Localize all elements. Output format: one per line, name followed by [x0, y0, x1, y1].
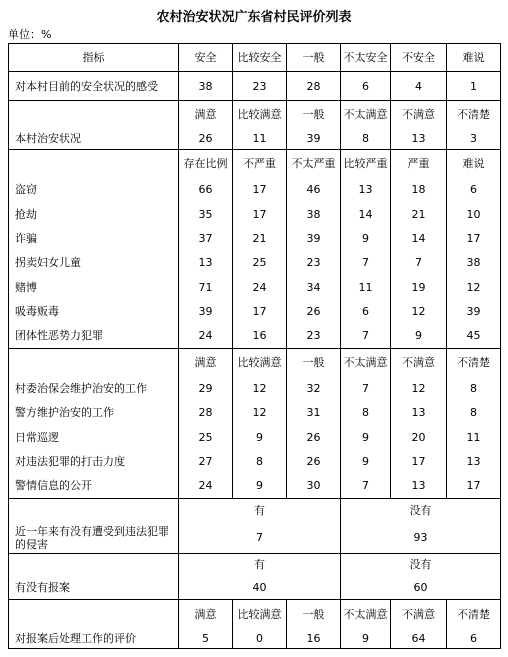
s2-header-row	[9, 100, 501, 128]
s3-header: 存在比例	[179, 149, 233, 177]
s2-header: 不满意	[391, 100, 447, 128]
blank-cell	[9, 600, 179, 628]
row-label: 拐卖妇女儿童	[9, 251, 179, 275]
s1-header: 不太安全	[341, 44, 391, 72]
cell-value: 25	[179, 425, 233, 449]
row-label: 对违法犯罪的打击力度	[9, 450, 179, 474]
cell-value: 17	[233, 202, 287, 226]
cell-value: 24	[233, 275, 287, 299]
table-row	[9, 251, 501, 275]
cell-value: 9	[233, 474, 287, 498]
cell-value: 17	[391, 450, 447, 474]
cell-value: 13	[341, 177, 391, 201]
s3-header-row	[9, 149, 501, 177]
row-label: 盗窃	[9, 177, 179, 201]
s1-header: 难说	[447, 44, 501, 72]
s1-header-indicator: 指标	[9, 44, 179, 72]
table-row	[9, 628, 501, 648]
s5-header-row	[9, 498, 501, 522]
s4-header: 不清楚	[447, 348, 501, 376]
row-label: 对本村目前的安全状况的感受	[9, 72, 179, 100]
table-row	[9, 275, 501, 299]
blank-cell	[9, 498, 179, 522]
row-label: 近一年来有没有遭受到违法犯罪的侵害	[9, 523, 179, 553]
cell-value: 12	[391, 376, 447, 400]
cell-value: 66	[179, 177, 233, 201]
cell-value: 29	[179, 376, 233, 400]
cell-value: 27	[179, 450, 233, 474]
cell-value: 8	[233, 450, 287, 474]
s6-header-no: 没有	[341, 553, 501, 575]
cell-value: 23	[287, 251, 341, 275]
cell-value: 20	[391, 425, 447, 449]
table-row	[9, 575, 501, 599]
cell-value: 7	[341, 251, 391, 275]
cell-value: 24	[179, 474, 233, 498]
cell-value: 11	[447, 425, 501, 449]
s2-header: 满意	[179, 100, 233, 128]
blank-cell	[9, 100, 179, 128]
cell-value: 31	[287, 401, 341, 425]
cell-value: 37	[179, 226, 233, 250]
cell-value: 14	[391, 226, 447, 250]
s6-header-yes: 有	[179, 553, 341, 575]
page-title: 农村治安状况广东省村民评价列表	[156, 10, 352, 25]
cell-value: 38	[287, 202, 341, 226]
cell-value: 17	[233, 177, 287, 201]
cell-value: 26	[287, 299, 341, 323]
s2-header: 不太满意	[341, 100, 391, 128]
unit-label: 单位：%	[8, 28, 52, 41]
s3-header: 难说	[447, 149, 501, 177]
cell-value: 7	[391, 251, 447, 275]
s3-header: 不严重	[233, 149, 287, 177]
cell-value: 39	[447, 299, 501, 323]
cell-value: 5	[179, 628, 233, 648]
table-row	[9, 72, 501, 100]
table-row	[9, 129, 501, 149]
s3-header: 比较严重	[341, 149, 391, 177]
cell-value: 14	[341, 202, 391, 226]
row-label: 抢劫	[9, 202, 179, 226]
cell-value: 12	[233, 376, 287, 400]
cell-value: 7	[179, 523, 341, 553]
row-label: 对报案后处理工作的评价	[9, 628, 179, 648]
s3-header: 不太严重	[287, 149, 341, 177]
cell-value: 93	[341, 523, 501, 553]
cell-value: 39	[179, 299, 233, 323]
s1-header-row	[9, 44, 501, 72]
cell-value: 24	[179, 324, 233, 348]
table-row	[9, 425, 501, 449]
cell-value: 12	[233, 401, 287, 425]
cell-value: 46	[287, 177, 341, 201]
cell-value: 26	[287, 425, 341, 449]
cell-value: 9	[341, 425, 391, 449]
cell-value: 13	[447, 450, 501, 474]
s4-header: 不太满意	[341, 348, 391, 376]
cell-value: 39	[287, 226, 341, 250]
cell-value: 13	[391, 129, 447, 149]
s7-header: 满意	[179, 600, 233, 628]
cell-value: 23	[287, 324, 341, 348]
table-row	[9, 401, 501, 425]
s7-header-row	[9, 600, 501, 628]
cell-value: 11	[233, 129, 287, 149]
cell-value: 8	[447, 401, 501, 425]
cell-value: 6	[341, 72, 391, 100]
row-label: 警情信息的公开	[9, 474, 179, 498]
cell-value: 6	[447, 628, 501, 648]
row-label: 吸毒贩毒	[9, 299, 179, 323]
table-row	[9, 202, 501, 226]
table-row	[9, 299, 501, 323]
s7-header: 比较满意	[233, 600, 287, 628]
cell-value: 12	[391, 299, 447, 323]
cell-value: 39	[287, 129, 341, 149]
cell-value: 6	[341, 299, 391, 323]
cell-value: 11	[341, 275, 391, 299]
cell-value: 38	[179, 72, 233, 100]
cell-value: 3	[447, 129, 501, 149]
cell-value: 26	[179, 129, 233, 149]
s2-header: 一般	[287, 100, 341, 128]
s2-header: 不清楚	[447, 100, 501, 128]
cell-value: 9	[233, 425, 287, 449]
cell-value: 0	[233, 628, 287, 648]
row-label: 赌博	[9, 275, 179, 299]
s7-header: 不太满意	[341, 600, 391, 628]
s7-header: 一般	[287, 600, 341, 628]
cell-value: 9	[341, 226, 391, 250]
cell-value: 19	[391, 275, 447, 299]
row-label: 日常巡逻	[9, 425, 179, 449]
cell-value: 9	[391, 324, 447, 348]
cell-value: 7	[341, 376, 391, 400]
cell-value: 28	[179, 401, 233, 425]
cell-value: 18	[391, 177, 447, 201]
cell-value: 6	[447, 177, 501, 201]
cell-value: 17	[447, 226, 501, 250]
cell-value: 16	[233, 324, 287, 348]
cell-value: 34	[287, 275, 341, 299]
row-label: 警方维护治安的工作	[9, 401, 179, 425]
table-row	[9, 474, 501, 498]
cell-value: 13	[391, 401, 447, 425]
row-label: 团体性恶势力犯罪	[9, 324, 179, 348]
cell-value: 7	[341, 324, 391, 348]
s4-header: 一般	[287, 348, 341, 376]
table-row	[9, 523, 501, 553]
cell-value: 35	[179, 202, 233, 226]
s4-header: 满意	[179, 348, 233, 376]
cell-value: 1	[447, 72, 501, 100]
table-row	[9, 324, 501, 348]
s1-header: 安全	[179, 44, 233, 72]
cell-value: 17	[233, 299, 287, 323]
cell-value: 25	[233, 251, 287, 275]
s4-header: 不满意	[391, 348, 447, 376]
cell-value: 17	[447, 474, 501, 498]
cell-value: 40	[179, 575, 341, 599]
cell-value: 13	[391, 474, 447, 498]
table-row	[9, 226, 501, 250]
s5-header-yes: 有	[179, 498, 341, 522]
cell-value: 30	[287, 474, 341, 498]
cell-value: 45	[447, 324, 501, 348]
cell-value: 13	[179, 251, 233, 275]
s3-header: 严重	[391, 149, 447, 177]
table-row	[9, 450, 501, 474]
cell-value: 32	[287, 376, 341, 400]
cell-value: 38	[447, 251, 501, 275]
cell-value: 16	[287, 628, 341, 648]
cell-value: 21	[233, 226, 287, 250]
cell-value: 21	[391, 202, 447, 226]
s4-header: 比较满意	[233, 348, 287, 376]
cell-value: 9	[341, 450, 391, 474]
cell-value: 7	[341, 474, 391, 498]
table-row	[9, 376, 501, 400]
row-label: 村委治保会维护治安的工作	[9, 376, 179, 400]
s1-header: 不安全	[391, 44, 447, 72]
cell-value: 28	[287, 72, 341, 100]
cell-value: 8	[447, 376, 501, 400]
blank-cell	[9, 149, 179, 177]
cell-value: 4	[391, 72, 447, 100]
cell-value: 64	[391, 628, 447, 648]
cell-value: 71	[179, 275, 233, 299]
s2-header: 比较满意	[233, 100, 287, 128]
row-label: 本村治安状况	[9, 129, 179, 149]
s1-header: 一般	[287, 44, 341, 72]
cell-value: 26	[287, 450, 341, 474]
table-row	[9, 177, 501, 201]
s6-header-row	[9, 553, 501, 575]
s1-header: 比较安全	[233, 44, 287, 72]
cell-value: 12	[447, 275, 501, 299]
row-label: 有没有报案	[9, 575, 179, 599]
s7-header: 不清楚	[447, 600, 501, 628]
cell-value: 8	[341, 129, 391, 149]
row-label: 诈骗	[9, 226, 179, 250]
cell-value: 60	[341, 575, 501, 599]
blank-cell	[9, 553, 179, 575]
evaluation-table	[8, 43, 501, 649]
cell-value: 10	[447, 202, 501, 226]
s7-header: 不满意	[391, 600, 447, 628]
cell-value: 23	[233, 72, 287, 100]
cell-value: 9	[341, 628, 391, 648]
s4-header-row	[9, 348, 501, 376]
cell-value: 8	[341, 401, 391, 425]
s5-header-no: 没有	[341, 498, 501, 522]
blank-cell	[9, 348, 179, 376]
